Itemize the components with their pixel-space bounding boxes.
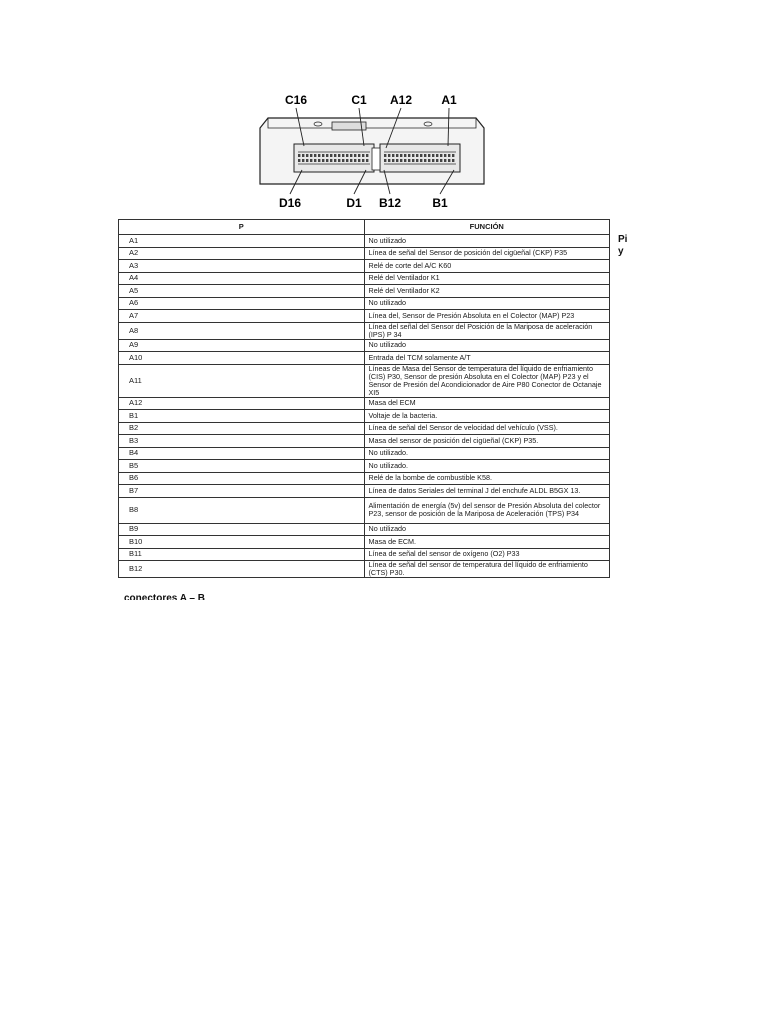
connector-pin — [330, 159, 332, 162]
connector-pin — [310, 159, 312, 162]
pin-cell: A7 — [119, 310, 365, 323]
header-function: FUNCIÓN — [364, 220, 610, 235]
pin-cell: A5 — [119, 285, 365, 298]
pin-cell: B5 — [119, 460, 365, 473]
pin-cell: B12 — [119, 561, 365, 578]
pin-cell: B11 — [119, 548, 365, 561]
connector-pin — [444, 159, 446, 162]
connector-pin — [412, 154, 414, 157]
table-row — [119, 435, 610, 448]
connector-pin — [318, 159, 320, 162]
connector-pin — [314, 159, 316, 162]
connector-pin — [338, 159, 340, 162]
connector-pin — [350, 154, 352, 157]
connector-pin — [408, 159, 410, 162]
table-row — [119, 397, 610, 410]
function-cell: No utilizado. — [364, 460, 610, 473]
connector-pin — [302, 159, 304, 162]
function-cell: Línea de señal del Sensor de posición del cigüeñal (CKP) P35 — [364, 247, 610, 260]
connector-pin — [436, 159, 438, 162]
table-row — [119, 235, 610, 248]
connector-pin — [440, 154, 442, 157]
function-cell: Entrada del TCM solamente A/T — [364, 352, 610, 365]
connector-pin — [416, 154, 418, 157]
connector-pin — [338, 154, 340, 157]
function-cell: Línea de señal del Sensor de velocidad del vehículo (VSS). — [364, 422, 610, 435]
function-cell: No utilizado. — [364, 447, 610, 460]
label-a1: A1 — [441, 93, 457, 107]
connector-pin — [334, 154, 336, 157]
label-a12: A12 — [389, 93, 413, 107]
label-d16: D16 — [278, 196, 302, 208]
connector-pin — [326, 159, 328, 162]
connector-pin — [408, 154, 410, 157]
connector-pin — [424, 159, 426, 162]
table-row — [119, 339, 610, 352]
connector-pin — [334, 159, 336, 162]
function-cell: Alimentación de energía (5v) del sensor de Presión Absoluta del colector P23, sensor de posición de la Mariposa de Aceleración (TPS) P34 — [364, 497, 610, 523]
table-row — [119, 272, 610, 285]
table-row — [119, 561, 610, 578]
connector-pin — [342, 154, 344, 157]
label-b1: B1 — [432, 196, 448, 208]
pin-cell: B10 — [119, 536, 365, 549]
connector-drawing — [252, 88, 492, 208]
connector-pin — [396, 154, 398, 157]
function-cell: Relé del Ventilador K2 — [364, 285, 610, 298]
table-row — [119, 410, 610, 423]
connector-pin — [350, 159, 352, 162]
table-row — [119, 460, 610, 473]
function-cell: Línea de señal del sensor de temperatura del líquido de enfriamiento (CTS) P30. — [364, 561, 610, 578]
connector-pin — [448, 159, 450, 162]
pin-cell: A3 — [119, 260, 365, 273]
table-row — [119, 447, 610, 460]
function-cell: No utilizado — [364, 523, 610, 536]
pin-cell: B9 — [119, 523, 365, 536]
function-cell: Relé de la bombe de combustible K58. — [364, 472, 610, 485]
connector-pin — [366, 154, 368, 157]
function-cell: Masa del ECM — [364, 397, 610, 410]
pin-cell: B7 — [119, 485, 365, 498]
connector-pin — [436, 154, 438, 157]
function-cell: Líneas de Masa del Sensor de temperatura del líquido de enfriamiento (CIS) P30, Sensor de presión Absoluta en el Colector (MAP) P23 y el Sensor de Presión del Acondicionador de Aire P80 Conector de Octanaje XI5 — [364, 364, 610, 397]
function-cell: Línea de señal del sensor de oxígeno (O2) P33 — [364, 548, 610, 561]
function-cell: No utilizado — [364, 339, 610, 352]
pin-cell: A2 — [119, 247, 365, 260]
connector-pin — [354, 154, 356, 157]
connector-pin — [428, 159, 430, 162]
pin-cell: A8 — [119, 322, 365, 339]
pin-cell: A9 — [119, 339, 365, 352]
connector-pin — [354, 159, 356, 162]
table-row — [119, 364, 610, 397]
function-cell: Línea del, Sensor de Presión Absoluta en el Colector (MAP) P23 — [364, 310, 610, 323]
table-row — [119, 352, 610, 365]
connector-pin — [358, 154, 360, 157]
function-cell: Relé del Ventilador K1 — [364, 272, 610, 285]
connector-pin — [318, 154, 320, 157]
connector-pin — [306, 159, 308, 162]
connector-pin — [342, 159, 344, 162]
label-b12: B12 — [378, 196, 402, 208]
connector-pin — [452, 159, 454, 162]
connector-pin — [302, 154, 304, 157]
connector-pin — [400, 154, 402, 157]
pin-cell: A4 — [119, 272, 365, 285]
connector-pin — [310, 154, 312, 157]
connector-pin — [306, 154, 308, 157]
side-text-line-2: y — [618, 246, 624, 257]
function-cell: Voltaje de la bacteria. — [364, 410, 610, 423]
connector-pin — [322, 154, 324, 157]
connector-pin — [384, 159, 386, 162]
pin-cell: B6 — [119, 472, 365, 485]
connector-pin — [424, 154, 426, 157]
connector-pin — [420, 154, 422, 157]
ecm-connector-diagram — [252, 88, 492, 208]
table-row — [119, 247, 610, 260]
pin-function-table — [118, 219, 610, 578]
table-header-row — [119, 220, 610, 235]
table-row — [119, 422, 610, 435]
connector-pin — [412, 159, 414, 162]
function-cell: Masa de ECM. — [364, 536, 610, 549]
connector-pin — [314, 154, 316, 157]
connector-pin — [420, 159, 422, 162]
pin-cell: A12 — [119, 397, 365, 410]
side-text-line-1: Pi — [618, 234, 628, 245]
connector-pin — [388, 159, 390, 162]
connector-pin — [298, 154, 300, 157]
connector-pin — [346, 159, 348, 162]
connector-pin — [326, 154, 328, 157]
pin-cell: A1 — [119, 235, 365, 248]
connector-pin — [404, 159, 406, 162]
connector-pin — [432, 159, 434, 162]
connector-pin — [384, 154, 386, 157]
function-cell: Línea de datos Seriales del terminal J del enchufe ALDL B5GX 13. — [364, 485, 610, 498]
label-c1: C1 — [351, 93, 367, 107]
pin-cell: B8 — [119, 497, 365, 523]
connector-pin — [396, 159, 398, 162]
function-cell: No utilizado — [364, 235, 610, 248]
connector-pin — [346, 154, 348, 157]
connector-pin — [440, 159, 442, 162]
connectors-caption: conectores A – B — [124, 593, 205, 600]
connector-pin — [428, 154, 430, 157]
connector-pin — [416, 159, 418, 162]
connector-pin — [388, 154, 390, 157]
connector-pin — [358, 159, 360, 162]
function-cell: Masa del sensor de posición del cigüeñal (CKP) P35. — [364, 435, 610, 448]
connector-pin — [298, 159, 300, 162]
table-row — [119, 310, 610, 323]
connector-pin — [400, 159, 402, 162]
table-row — [119, 260, 610, 273]
function-cell: No utilizado — [364, 297, 610, 310]
table-row — [119, 322, 610, 339]
table-row — [119, 472, 610, 485]
connector-pin — [444, 154, 446, 157]
connector-pin — [392, 159, 394, 162]
header-pin: P — [119, 220, 365, 235]
pin-cell: B2 — [119, 422, 365, 435]
table-row — [119, 497, 610, 523]
pin-cell: B3 — [119, 435, 365, 448]
connector-pin — [362, 159, 364, 162]
connector-pin — [362, 154, 364, 157]
table-row — [119, 485, 610, 498]
connector-pin — [432, 154, 434, 157]
connector-pin — [330, 154, 332, 157]
connector-pin — [322, 159, 324, 162]
pin-cell: A10 — [119, 352, 365, 365]
label-d1: D1 — [346, 196, 362, 208]
table-row — [119, 297, 610, 310]
table-row — [119, 536, 610, 549]
connector-pin — [392, 154, 394, 157]
table-row — [119, 548, 610, 561]
table-row — [119, 523, 610, 536]
label-c16: C16 — [284, 93, 308, 107]
function-cell: Línea del señal del Sensor del Posición de la Mariposa de aceleración (IPS) P 34 — [364, 322, 610, 339]
table-row — [119, 285, 610, 298]
pin-cell: A6 — [119, 297, 365, 310]
connector-pin — [448, 154, 450, 157]
pin-cell: B4 — [119, 447, 365, 460]
pin-cell: A11 — [119, 364, 365, 397]
connector-pin — [452, 154, 454, 157]
function-cell: Relé de corte del A/C K60 — [364, 260, 610, 273]
pin-cell: B1 — [119, 410, 365, 423]
connector-pin — [366, 159, 368, 162]
connector-pin — [404, 154, 406, 157]
